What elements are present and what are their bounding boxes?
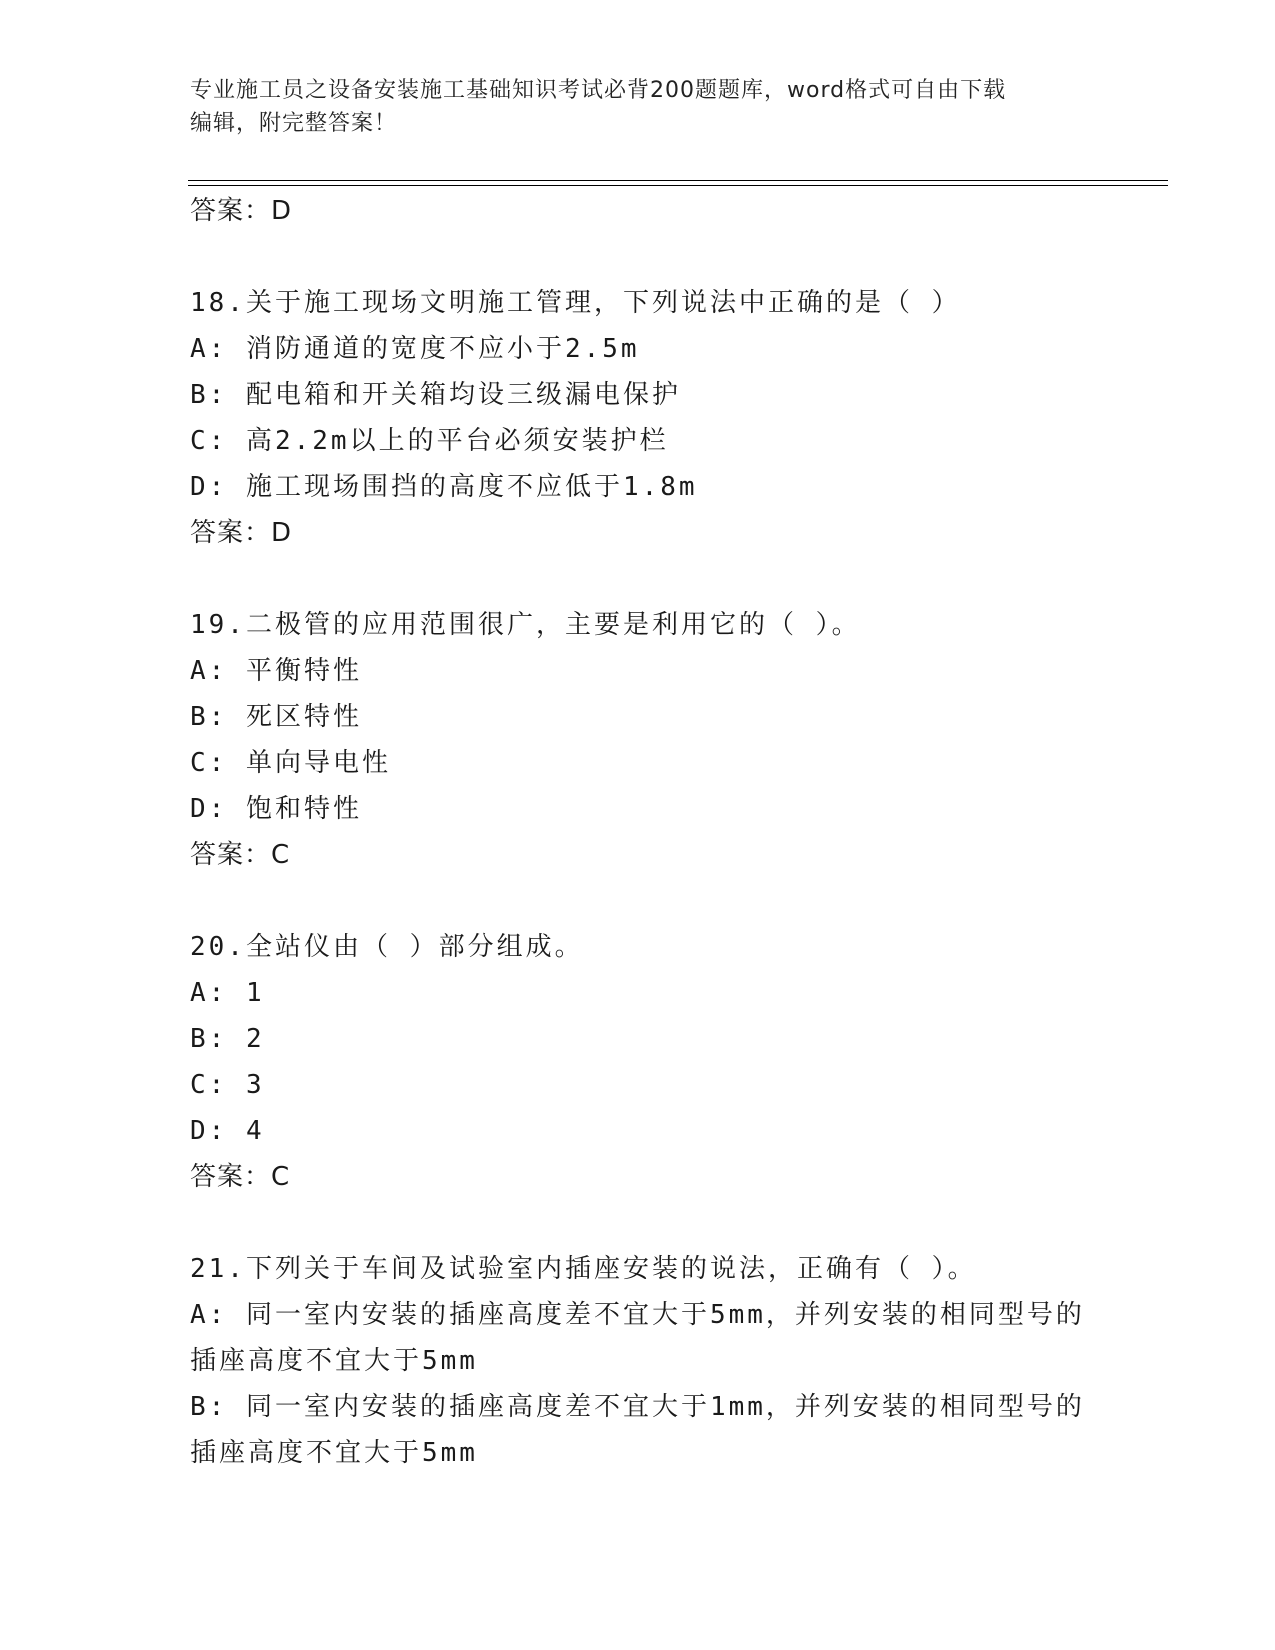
- header-line-1: 专业施工员之设备安装施工基础知识考试必背200题题库，word格式可自由下载: [190, 78, 1007, 103]
- answer-line: 答案：C: [190, 840, 291, 870]
- answer-line: 答案：C: [190, 1162, 291, 1192]
- option-a: A: 同一室内安装的插座高度差不宜大于5mm，并列安装的相同型号的: [190, 1300, 1085, 1330]
- spacer: [190, 1200, 1090, 1246]
- option-a: A: 1: [190, 978, 265, 1008]
- question-20: [190, 924, 1090, 1200]
- question-list: [190, 188, 1090, 1476]
- document-header: [190, 74, 1090, 140]
- header-line-2: 编辑，附完整答案！: [190, 111, 398, 136]
- header-divider-bottom: [188, 185, 1168, 186]
- answer-line: 答案：D: [190, 518, 293, 548]
- option-c: C: 高2.2m以上的平台必须安装护栏: [190, 426, 669, 456]
- header-divider-top: [188, 180, 1168, 181]
- question-stem: 21.下列关于车间及试验室内插座安装的说法，正确有（ ）。: [190, 1254, 977, 1284]
- question-stem: 19.二极管的应用范围很广，主要是利用它的（ ）。: [190, 610, 861, 640]
- question-19: [190, 602, 1090, 878]
- option-c: C: 单向导电性: [190, 748, 391, 778]
- option-b: B: 死区特性: [190, 702, 362, 732]
- option-a-continued: 插座高度不宜大于5mm: [190, 1346, 478, 1376]
- question-21: [190, 1246, 1090, 1476]
- option-b-continued: 插座高度不宜大于5mm: [190, 1438, 478, 1468]
- option-b: B: 2: [190, 1024, 265, 1054]
- option-a: A: 平衡特性: [190, 656, 362, 686]
- option-d: D: 施工现场围挡的高度不应低于1.8m: [190, 472, 698, 502]
- spacer: [190, 556, 1090, 602]
- question-stem: 18.关于施工现场文明施工管理，下列说法中正确的是（ ）: [190, 288, 961, 318]
- question-18: [190, 280, 1090, 556]
- option-b: B: 同一室内安装的插座高度差不宜大于1mm，并列安装的相同型号的: [190, 1392, 1085, 1422]
- question-stem: 20.全站仪由（ ）部分组成。: [190, 932, 584, 962]
- answer-line: 答案：D: [190, 196, 293, 226]
- spacer: [190, 878, 1090, 924]
- option-b: B: 配电箱和开关箱均设三级漏电保护: [190, 380, 681, 410]
- option-a: A: 消防通道的宽度不应小于2.5m: [190, 334, 640, 364]
- option-d: D: 饱和特性: [190, 794, 362, 824]
- spacer: [190, 234, 1090, 280]
- option-c: C: 3: [190, 1070, 265, 1100]
- option-d: D: 4: [190, 1116, 265, 1146]
